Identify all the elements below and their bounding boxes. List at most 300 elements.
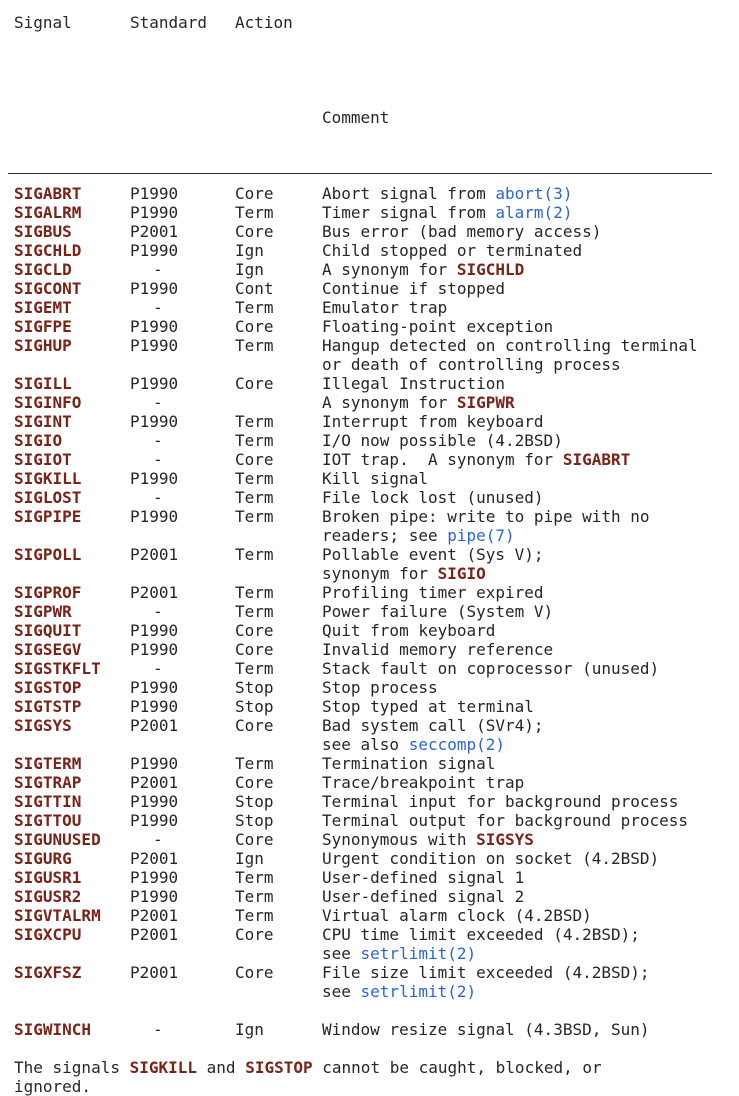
comment-cell — [322, 374, 739, 393]
action-value: Core — [235, 222, 274, 241]
comment-cell — [322, 488, 739, 507]
action-value: Core — [235, 374, 274, 393]
comment-cell — [322, 583, 739, 602]
table-row — [14, 545, 739, 583]
man-page-content — [14, 13, 739, 1096]
action-value: Term — [235, 754, 274, 773]
signal-name: SIGQUIT — [14, 621, 82, 640]
table-row — [14, 602, 739, 621]
comment-cell — [322, 431, 739, 450]
table-row — [14, 298, 739, 317]
comment-text: Stop typed at terminal — [322, 697, 534, 716]
table-row — [14, 583, 739, 602]
signal-reference: SIGABRT — [562, 450, 631, 469]
signal-name: SIGTERM — [14, 754, 82, 773]
standard-value: P1990 — [130, 203, 179, 222]
comment-line — [322, 925, 739, 944]
signal-name: SIGALRM — [14, 203, 82, 222]
comment-text: or death of controlling process — [322, 355, 621, 374]
action-value: Term — [235, 583, 274, 602]
signal-name: SIGTRAP — [14, 773, 82, 792]
signal-name: SIGEMT — [14, 298, 72, 317]
comment-cell — [322, 849, 739, 868]
comment-line — [322, 982, 739, 1001]
comment-cell — [322, 393, 739, 412]
column-header-comment: Comment — [322, 108, 390, 127]
man-link-setrlimit-2[interactable]: setrlimit(2) — [360, 982, 477, 1001]
comment-text: Stack fault on coprocessor (unused) — [322, 659, 660, 678]
comment-line — [322, 659, 739, 678]
standard-value: P2001 — [130, 583, 179, 602]
action-value: Term — [235, 203, 274, 222]
signal-name: SIGLOST — [14, 488, 82, 507]
action-value: Core — [235, 716, 274, 735]
man-link-pipe-7[interactable]: pipe(7) — [447, 526, 515, 545]
signal-name: SIGIOT — [14, 450, 72, 469]
signal-table-body — [14, 184, 739, 1039]
standard-value: - — [153, 488, 163, 507]
action-value: Term — [235, 659, 274, 678]
comment-cell — [322, 887, 739, 906]
standard-value: P1990 — [130, 374, 179, 393]
table-row — [14, 640, 739, 659]
comment-cell — [322, 412, 739, 431]
comment-text: User-defined signal 2 — [322, 887, 525, 906]
comment-text: Terminal output for background process — [322, 811, 689, 830]
comment-text: Urgent condition on socket (4.2BSD) — [322, 849, 660, 868]
comment-line — [322, 241, 739, 260]
action-value: Core — [235, 621, 274, 640]
signal-reference: SIGSYS — [476, 830, 534, 849]
signal-name: SIGURG — [14, 849, 72, 868]
standard-value: P2001 — [130, 716, 179, 735]
man-link-alarm-2[interactable]: alarm(2) — [495, 203, 573, 222]
comment-line — [322, 640, 739, 659]
standard-value: - — [153, 1020, 163, 1039]
comment-line — [322, 393, 739, 412]
comment-text: Illegal Instruction — [322, 374, 506, 393]
comment-text: The signals — [14, 1058, 130, 1077]
table-row — [14, 678, 739, 697]
comment-text: Hangup detected on controlling terminal — [322, 336, 698, 355]
comment-cell — [322, 925, 739, 963]
signal-name: SIGPWR — [14, 602, 72, 621]
comment-text: Interrupt from keyboard — [322, 412, 544, 431]
signal-name: SIGINT — [14, 412, 72, 431]
signal-name: SIGSYS — [14, 716, 72, 735]
comment-text: see — [322, 982, 361, 1001]
column-header-standard: Standard — [130, 13, 208, 32]
comment-line — [322, 944, 739, 963]
table-row — [14, 621, 739, 640]
comment-cell — [322, 184, 739, 203]
standard-value: - — [153, 393, 163, 412]
action-value: Core — [235, 830, 274, 849]
comment-line — [322, 621, 739, 640]
comment-text: A synonym for — [322, 393, 457, 412]
standard-value: - — [153, 260, 163, 279]
comment-cell — [322, 1020, 739, 1039]
table-row — [14, 849, 739, 868]
comment-text: Bad system call (SVr4); — [322, 716, 544, 735]
comment-text: see also — [322, 735, 409, 754]
table-row — [14, 773, 739, 792]
signal-name: SIGPIPE — [14, 507, 82, 526]
comment-cell — [322, 963, 739, 1001]
man-link-setrlimit-2[interactable]: setrlimit(2) — [360, 944, 477, 963]
comment-line — [322, 317, 739, 336]
table-row — [14, 450, 739, 469]
action-value: Term — [235, 469, 274, 488]
comment-cell — [322, 868, 739, 887]
comment-text: Continue if stopped — [322, 279, 506, 298]
comment-cell — [322, 602, 739, 621]
comment-line — [322, 545, 739, 564]
comment-cell — [322, 773, 739, 792]
standard-value: P1990 — [130, 241, 179, 260]
action-value: Core — [235, 963, 274, 982]
signal-name: SIGWINCH — [14, 1020, 92, 1039]
comment-line — [322, 754, 739, 773]
action-value: Term — [235, 906, 274, 925]
comment-line — [322, 260, 739, 279]
table-row — [14, 906, 739, 925]
action-value: Ign — [235, 241, 264, 260]
comment-cell — [322, 203, 739, 222]
signal-name: SIGUSR2 — [14, 887, 82, 906]
comment-line — [322, 336, 739, 355]
signal-name: SIGFPE — [14, 317, 72, 336]
standard-value: P1990 — [130, 678, 179, 697]
comment-cell — [322, 279, 739, 298]
comment-text: Timer signal from — [322, 203, 496, 222]
table-row — [14, 222, 739, 241]
table-row — [14, 659, 739, 678]
comment-text: Quit from keyboard — [322, 621, 496, 640]
table-row — [14, 716, 739, 754]
standard-value: P2001 — [130, 963, 179, 982]
action-value: Core — [235, 640, 274, 659]
comment-line — [322, 374, 739, 393]
signal-name: SIGCHLD — [14, 241, 82, 260]
comment-text: Child stopped or terminated — [322, 241, 583, 260]
action-value: Stop — [235, 811, 274, 830]
comment-line — [322, 222, 739, 241]
signal-reference: SIGCHLD — [456, 260, 525, 279]
comment-text: ignored. — [14, 1077, 92, 1096]
standard-value: P1990 — [130, 336, 179, 355]
comment-text: Kill signal — [322, 469, 428, 488]
action-value: Cont — [235, 279, 274, 298]
comment-text: Bus error (bad memory access) — [322, 222, 602, 241]
table-row — [14, 317, 739, 336]
comment-line — [322, 450, 739, 469]
comment-line — [322, 792, 739, 811]
standard-value: P1990 — [130, 697, 179, 716]
comment-text: synonym for — [322, 564, 438, 583]
signal-name: SIGPROF — [14, 583, 82, 602]
comment-line — [322, 906, 739, 925]
standard-value: - — [153, 431, 163, 450]
action-value: Term — [235, 507, 274, 526]
comment-line — [322, 735, 739, 754]
action-value: Core — [235, 925, 274, 944]
comment-text: Synonymous with — [322, 830, 477, 849]
action-value: Core — [235, 317, 274, 336]
action-value: Term — [235, 488, 274, 507]
comment-line — [322, 849, 739, 868]
table-row — [14, 393, 739, 412]
action-value: Term — [235, 887, 274, 906]
comment-line — [322, 887, 739, 906]
comment-text: Stop process — [322, 678, 438, 697]
table-row — [14, 697, 739, 716]
signal-name: SIGTTOU — [14, 811, 82, 830]
comment-text: Broken pipe: write to pipe with no — [322, 507, 650, 526]
table-row — [14, 868, 739, 887]
table-row — [14, 1020, 739, 1039]
comment-text: Floating-point exception — [322, 317, 554, 336]
comment-text: Pollable event (Sys V); — [322, 545, 544, 564]
table-row — [14, 754, 739, 773]
comment-cell — [322, 317, 739, 336]
table-row — [14, 241, 739, 260]
comment-text: Profiling timer expired — [322, 583, 544, 602]
standard-value: - — [153, 830, 163, 849]
signal-name: SIGCONT — [14, 279, 82, 298]
standard-value: P1990 — [130, 279, 179, 298]
standard-value: P1990 — [130, 412, 179, 431]
header-rule — [8, 173, 712, 174]
table-row — [14, 925, 739, 963]
signal-name: SIGSEGV — [14, 640, 82, 659]
comment-cell — [322, 792, 739, 811]
comment-line — [322, 583, 739, 602]
action-value: Term — [235, 336, 274, 355]
action-value: Term — [235, 412, 274, 431]
comment-cell — [322, 811, 739, 830]
table-row — [14, 412, 739, 431]
comment-text: Emulator trap — [322, 298, 448, 317]
comment-line — [322, 564, 739, 583]
standard-value: - — [153, 659, 163, 678]
action-value: Term — [235, 868, 274, 887]
signal-name: SIGINFO — [14, 393, 82, 412]
comment-text: readers; see — [322, 526, 448, 545]
comment-line — [322, 279, 739, 298]
standard-value: P1990 — [130, 754, 179, 773]
comment-text: CPU time limit exceeded (4.2BSD); — [322, 925, 640, 944]
table-row — [14, 184, 739, 203]
standard-value: P2001 — [130, 906, 179, 925]
action-value: Ign — [235, 849, 264, 868]
signal-name: SIGXFSZ — [14, 963, 82, 982]
signal-name: SIGXCPU — [14, 925, 82, 944]
action-value: Ign — [235, 260, 264, 279]
table-row — [14, 963, 739, 1001]
comment-line — [322, 963, 739, 982]
signal-name: SIGSTKFLT — [14, 659, 101, 678]
comment-line — [322, 830, 739, 849]
comment-cell — [322, 906, 739, 925]
comment-text: Abort signal from — [322, 184, 496, 203]
signal-name: SIGABRT — [14, 184, 82, 203]
comment-text: File lock lost (unused) — [322, 488, 544, 507]
footer-line — [14, 1058, 739, 1077]
comment-line — [322, 488, 739, 507]
comment-cell — [322, 621, 739, 640]
action-value: Core — [235, 184, 274, 203]
comment-cell — [322, 450, 739, 469]
comment-cell — [322, 260, 739, 279]
comment-cell — [322, 469, 739, 488]
table-row — [14, 488, 739, 507]
comment-text: see — [322, 944, 361, 963]
table-row — [14, 811, 739, 830]
comment-cell — [322, 716, 739, 754]
signal-reference: SIGSTOP — [245, 1058, 313, 1077]
comment-line — [322, 678, 739, 697]
signal-reference: SIGIO — [437, 564, 486, 583]
footer-line — [14, 1077, 739, 1096]
comment-line — [322, 602, 739, 621]
signal-name: SIGSTOP — [14, 678, 82, 697]
signal-name: SIGILL — [14, 374, 72, 393]
comment-line — [322, 355, 739, 374]
action-value: Term — [235, 298, 274, 317]
signal-name: SIGUNUSED — [14, 830, 101, 849]
comment-line — [322, 203, 739, 222]
comment-cell — [322, 336, 739, 374]
action-value: Term — [235, 602, 274, 621]
comment-line — [322, 507, 739, 526]
comment-line — [322, 811, 739, 830]
standard-value: P1990 — [130, 811, 179, 830]
table-row — [14, 469, 739, 488]
table-header-row — [14, 13, 739, 165]
signal-name: SIGTTIN — [14, 792, 82, 811]
comment-text: Virtual alarm clock (4.2BSD) — [322, 906, 592, 925]
signal-name: SIGPOLL — [14, 545, 82, 564]
comment-text: A synonym for — [322, 260, 457, 279]
table-row — [14, 830, 739, 849]
comment-line — [322, 716, 739, 735]
comment-cell — [322, 659, 739, 678]
standard-value: P1990 — [130, 317, 179, 336]
comment-text: Invalid memory reference — [322, 640, 554, 659]
table-row — [14, 431, 739, 450]
comment-line — [322, 431, 739, 450]
comment-line — [322, 697, 739, 716]
comment-text: Window resize signal (4.3BSD, Sun) — [322, 1020, 650, 1039]
comment-line — [322, 184, 739, 203]
comment-line — [322, 298, 739, 317]
standard-value: - — [153, 602, 163, 621]
footer-note — [14, 1058, 739, 1096]
standard-value: P1990 — [130, 469, 179, 488]
comment-text: Termination signal — [322, 754, 496, 773]
comment-text: Terminal input for background process — [322, 792, 679, 811]
signal-name: SIGUSR1 — [14, 868, 82, 887]
standard-value: P2001 — [130, 773, 179, 792]
action-value: Ign — [235, 1020, 264, 1039]
header-rule-row — [14, 165, 739, 184]
comment-text: File size limit exceeded (4.2BSD); — [322, 963, 650, 982]
comment-text: User-defined signal 1 — [322, 868, 525, 887]
table-row — [14, 507, 739, 545]
signal-name: SIGVTALRM — [14, 906, 101, 925]
comment-cell — [322, 754, 739, 773]
standard-value: - — [153, 298, 163, 317]
comment-line — [322, 868, 739, 887]
signal-name: SIGCLD — [14, 260, 72, 279]
comment-text: Trace/breakpoint trap — [322, 773, 525, 792]
comment-text: I/O now possible (4.2BSD) — [322, 431, 563, 450]
standard-value: P2001 — [130, 222, 179, 241]
standard-value: P1990 — [130, 507, 179, 526]
signal-name: SIGIO — [14, 431, 63, 450]
action-value: Core — [235, 773, 274, 792]
comment-line — [322, 412, 739, 431]
column-header-signal: Signal — [14, 13, 72, 32]
action-value: Term — [235, 545, 274, 564]
comment-line — [322, 469, 739, 488]
table-row — [14, 887, 739, 906]
table-row — [14, 792, 739, 811]
comment-line — [322, 1020, 739, 1039]
comment-cell — [322, 640, 739, 659]
man-link-seccomp-2[interactable]: seccomp(2) — [408, 735, 506, 754]
action-value: Term — [235, 431, 274, 450]
comment-cell — [322, 222, 739, 241]
standard-value: P2001 — [130, 849, 179, 868]
comment-text: cannot be caught, blocked, or — [312, 1058, 602, 1077]
signal-reference: SIGKILL — [129, 1058, 198, 1077]
standard-value: P1990 — [130, 887, 179, 906]
comment-cell — [322, 545, 739, 583]
signal-name: SIGKILL — [14, 469, 82, 488]
standard-value: P1990 — [130, 868, 179, 887]
comment-cell — [322, 507, 739, 545]
comment-cell — [322, 830, 739, 849]
action-value: Core — [235, 450, 274, 469]
man-link-abort-3[interactable]: abort(3) — [495, 184, 573, 203]
signal-reference: SIGPWR — [456, 393, 515, 412]
action-value: Stop — [235, 678, 274, 697]
comment-line — [322, 526, 739, 545]
standard-value: P2001 — [130, 545, 179, 564]
comment-text: Power failure (System V) — [322, 602, 554, 621]
comment-cell — [322, 298, 739, 317]
signal-name: SIGTSTP — [14, 697, 82, 716]
comment-cell — [322, 241, 739, 260]
standard-value: P1990 — [130, 184, 179, 203]
signal-name: SIGBUS — [14, 222, 72, 241]
standard-value: P2001 — [130, 925, 179, 944]
comment-line — [322, 773, 739, 792]
standard-value: P1990 — [130, 792, 179, 811]
comment-text: IOT trap. A synonym for — [322, 450, 563, 469]
signal-name: SIGHUP — [14, 336, 72, 355]
table-row — [14, 279, 739, 298]
column-header-action: Action — [235, 13, 293, 32]
comment-cell — [322, 678, 739, 697]
table-row — [14, 336, 739, 374]
standard-value: - — [153, 450, 163, 469]
action-value: Stop — [235, 697, 274, 716]
standard-value: P1990 — [130, 621, 179, 640]
standard-value: P1990 — [130, 640, 179, 659]
